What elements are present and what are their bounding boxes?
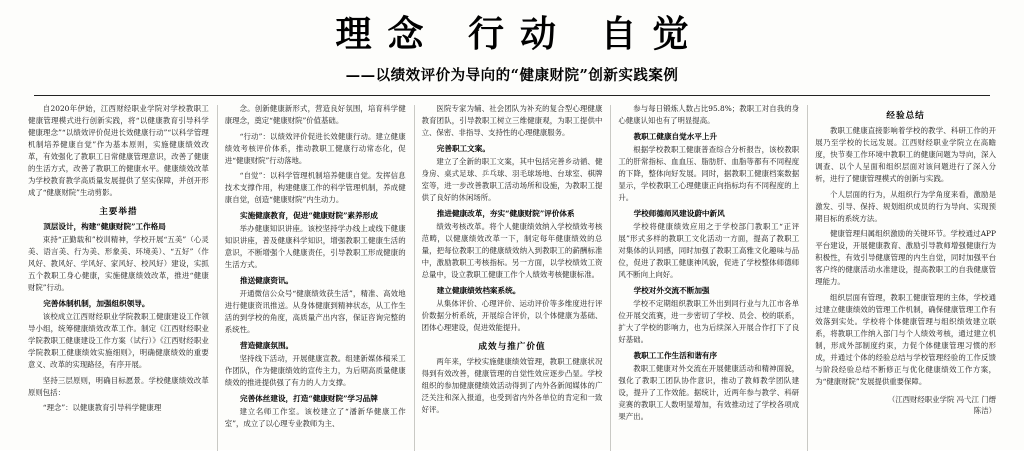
subsection-heading: 完善体制机制，加强组织领导。 xyxy=(43,299,150,309)
subsection-heading: 建立健康绩效档案系统。 xyxy=(436,286,521,296)
byline: （江西财经职业学院 冯弋江 门缙 xyxy=(887,394,996,404)
subsection-heading: 推送健康资讯。 xyxy=(239,276,294,286)
subsection-heading: 学校对外交流不断加强 xyxy=(633,286,710,296)
article-column-2 xyxy=(217,103,414,453)
paragraph: “理念”：以健康教育引导科学健康理 xyxy=(42,403,162,413)
paragraph: 学校不定期组织教职工外出到同行业与九江市各单位开展交流赛，进一步密切了学校、员会、校的联系，扩大了学校的影响力，也为后续深入开展合作打下了良好基础。 xyxy=(618,299,800,345)
paragraph: 医院专家为辅、社会团队为补充的复合型心理健康教育团队，引导教职工树立三维健康观，为职工提供中立、保密、非指导、支持性的心理健康服务。 xyxy=(421,104,603,138)
article-column-4 xyxy=(610,103,807,453)
subsection-heading: 教职工工作生活和谐有序 xyxy=(633,351,718,361)
paragraph: 坚持线下活动，开展健康宣教。组建新媒体稿采工作团队，作为健康绩效的宣传主力，为后期高质量健康绩效的推进提供强了有力的人力支撑。 xyxy=(224,354,406,388)
section-heading: 成效与推广价值 xyxy=(478,342,546,353)
paragraph: 该校成立江西财经职业学院教职工健康建设工作领导小组，统筹健康绩效改革工作。制定《江西财经职业学院教职工健康建设工作方案（试行）》《江西财经职业学院教职工健康绩效实施细则》，明确健康绩效的重要意义、改革的实现路径，有序开展。 xyxy=(28,312,209,370)
article-column-5 xyxy=(807,103,1004,453)
masthead xyxy=(0,0,1024,85)
article-column-3 xyxy=(414,103,611,453)
paragraph: 教职工健康直接影响着学校的教学、科研工作的开展乃至学校的长远发展。江西财经职业学院立在高瞻度，快节奏工作环境中教职工的健康问题为导向，深入调查、以个人呈面和组织层面对该问题进行了深入分析，进行了健康管理模式的创新与实践。 xyxy=(815,126,996,184)
paragraph: 开通微信公众号“健康绩效获生活”，精准、高效地进行健康资讯推送。从身体健康到精神状态，从工作生活的到学校的角度，高质量产出内容，保证咨询完整的系统性。 xyxy=(224,289,406,335)
paragraph: 举办健康知识讲座。该校坚持学办线上或线下健康知识讲座，普及健康科学知识，增强教职工健康生活的意识，不断增强个人健康责任，引导教职工形成健康的生活方式。 xyxy=(224,224,406,270)
paragraph: 束持“正勤载和”校训精神，学校开展“五美”（心灵美、语言美、行为美、形象美、环境美）、“五好”（作风好、教风好、学风好、家风好、校风好）建设，实抓五个教职工身心健康，实施健康绩效改革，推进“健康财院”行动。 xyxy=(28,235,209,293)
article-columns xyxy=(20,103,1004,453)
section-heading: 主要举措 xyxy=(99,207,138,218)
paragraph: 组织层面有管理，教职工健康管理的主体，学校通过建立健康绩效的管理工作机制，确保健康管理工作有效落到实处。学校将个体健康管理与组织绩效建立联系，将教职工作纳入部门与个人绩效考核，通过建立机制，形成外部制度约束，力促个体健康管理习惯的形成，并通过个体的经验总结与学校管理经验的工作反馈与阶段经验总结不断修正与优化健康绩效工作方案，为“健康财院”发展提供重要保障。 xyxy=(815,292,996,386)
page-title: 理念 行动 自觉 xyxy=(335,13,705,55)
paragraph: 念。创新健康新形式，营造良好氛围，培育科学健康理念，奠定“健康财院”价值基础。 xyxy=(224,104,406,126)
subsection-heading: 教职工健康自觉水平上升 xyxy=(633,132,718,142)
paragraph: 个人层面的行为，从组织行为学角度来看，激励是激发、引导、保持、规划组织成员的行为导向、实现预期目标的系统方法。 xyxy=(815,189,996,223)
paragraph: 健康管理归属组织激励的关键环节。学校通过APP平台建设，开展健康教育、激励引导教师增强健康行为积极性，有效引导健康管理的内生自觉，同时加强平台客户终的健康活动水准建设，提高教职工的自我健康管理能力。 xyxy=(815,229,996,287)
paragraph: 根据学校教职工健康普查综合分析报告，该校教职工的肝常指标、血血压、脂肪肝、血脂等都有不同程度的下降，整体向好发展。同时，据教职工健康档案数据显示，学校教职工心理健康正向指标均有不同程度的上升。 xyxy=(618,145,800,203)
masthead-divider xyxy=(34,95,990,96)
paragraph: 建立名师工作室。该校建立了“潘新华健康工作室”，成立了以心理专业教师为主、 xyxy=(224,407,406,429)
paragraph: 从集体评价、心理评价、运动评价等多维度进行评价数据分析系统，开展综合评价，以个体健康为基础、团体心理建设，促进效能提升。 xyxy=(421,299,603,333)
subsection-heading: 顶层设计，构建“健康财院”工作格局 xyxy=(43,222,166,232)
subsection-heading: 完善体丝建设，打造“健康财院”学习品牌 xyxy=(239,394,378,404)
paragraph: 教职工健康对外交流在开展健康活动和精神面貌，强化了教职工团队协作意识，推动了教师教学团队建设，提升了工作效能。据统计，近两年参与教学、科研竞赛的教职工人数明显增加，有效推动过了学校各项成果产出。 xyxy=(618,364,800,422)
subsection-heading: 推进健康改革，夯实“健康财院”评价体系 xyxy=(436,209,575,219)
paragraph: 学校将健康绩效应用之于学校部门教职工“正评展”形式多样的教职工文化活动一方面，提高了教职工对集体的认同感，同时加强了教职工高雅文化趣味与品位，促进了教职工健康神风貌，促进了学校整体师德师风不断向上向好。 xyxy=(618,222,800,280)
byline-continued: 陈洁） xyxy=(973,406,996,416)
paragraph: “行动”：以绩效评价促进长效健康行动。建立健康绩效考核评价体系，推动教职工健康行动常态化，促进“健康财院”行动落地。 xyxy=(224,131,406,165)
paragraph: 两年来，学校实施健康绩效管理，教职工健康状况得到有效改善，健康管理的自觉性效应逐步凸显。学校组织的参加健康健绩效活动得到了内外各新闻媒体的广泛关注和深入报道，也受到省内外各单位的肯定和一致好评。 xyxy=(421,357,603,415)
paragraph: 参与每日锻炼人数占比95.8%；教职工对自我的身心健康认知也有了明显提高。 xyxy=(618,104,800,126)
page-subtitle: ——以绩效评价为导向的“健康财院”创新实践案例 xyxy=(345,67,679,85)
paragraph: 建立了全新的职工文案，其中包括完善乡动循、健身房、桌式足球、乒乓球、羽毛球场地、台球室、棋牌室等，进一步改善教职工活动场所和设施，为教职工提供了良好的休闲场所。 xyxy=(421,157,603,203)
article-column-1 xyxy=(20,103,217,453)
section-heading: 经验总结 xyxy=(886,111,925,122)
subsection-heading: 实施健康教育，促进“健康财院”素养形成 xyxy=(239,211,378,221)
subsection-heading: 学校师德师风建设蔚中新风 xyxy=(633,209,725,219)
paragraph: 绩效考核改革。将个人健康绩效纳入学校绩效考核范畴，以健康绩效改革一下，制定每年健康绩效的总量，把每位教职工的健康绩效纳入到教职工的薪酬标准中，激励教职工考核指标。另一方面，以学校绩效工资总量中，设立教职工健康工作个人绩效考核健康标准。 xyxy=(421,222,603,280)
subsection-heading: 营造健康氛围。 xyxy=(239,341,294,351)
paragraph: “自觉”：以科学管理机制培养健康自觉。发挥信息技术支撑作用，构建健康工作的科学管理机制，养成健康自觉，创造“健康财院”内生动力。 xyxy=(224,171,406,205)
paragraph: 坚持三层原则，明确目标愿景。学校健康绩效改革原则包括： xyxy=(28,375,209,397)
subsection-heading: 完善职工文案。 xyxy=(436,144,490,154)
paragraph: 自2020年伊始，江西财经职业学院对学校教职工健康管理模式进行创新实践，将“以健康教育引导科学健康理念”“以绩效评价促进长效健康行动”“以科学管理机制培养健康自觉”作为基本原则，实施健康绩效改革，有效强化了教职工日常健康管理意识，改善了健康的生活方式，改善了教职工的健康水平。健康绩效改革为学校教育教学高质量发展提供了坚实保障，并创开形成了“健康财院”生动剪影。 xyxy=(28,104,209,198)
